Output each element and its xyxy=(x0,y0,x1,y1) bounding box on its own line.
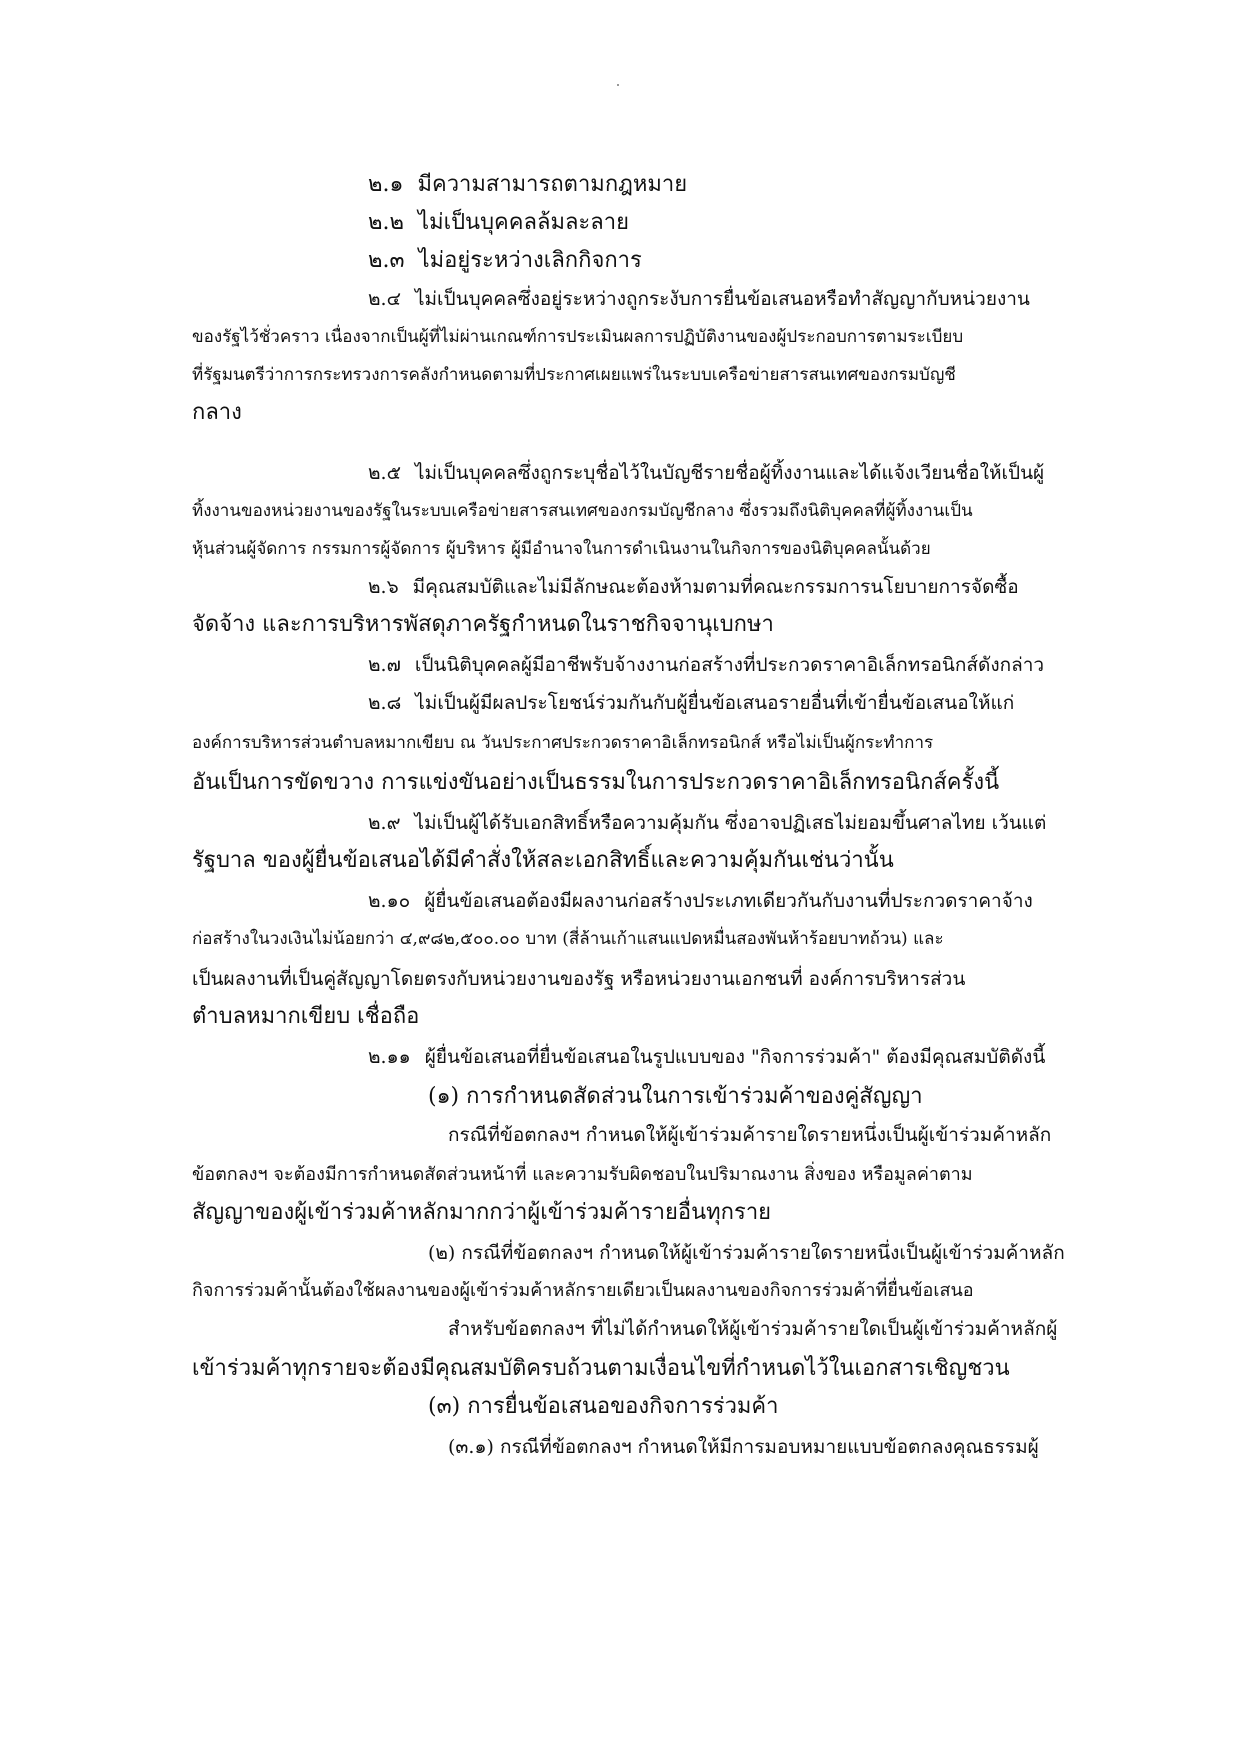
item-2-4-cont-1: ของรัฐไว้ชั่วคราว เนื่องจากเป็นผู้ที่ไม่ผ่านเกณฑ์การประเมินผลการปฏิบัติงานของผู้ประกอบการตามระเบียบ xyxy=(192,327,964,347)
item-2-6-cont: จัดจ้าง และการบริหารพัสดุภาครัฐกำหนดในราชกิจจานุเบกษา xyxy=(192,612,774,637)
item-2-5: ๒.๕ ไม่เป็นบุคคลซึ่งถูกระบุชื่อไว้ในบัญชีรายชื่อผู้ทิ้งงานและได้แจ้งเวียนชื่อให้เป็นผู้ xyxy=(368,462,1045,484)
item-2-11-1: (๑) การกำหนดสัดส่วนในการเข้าร่วมค้าของคู่สัญญา xyxy=(428,1084,923,1109)
item-2-1: ๒.๑ มีความสามารถตามกฎหมาย xyxy=(368,172,688,197)
item-2-6: ๒.๖ มีคุณสมบัติและไม่มีลักษณะต้องห้ามตามที่คณะกรรมการนโยบายการจัดซื้อ xyxy=(368,576,1019,598)
item-2-9: ๒.๙ ไม่เป็นผู้ได้รับเอกสิทธิ์หรือความคุ้มกัน ซึ่งอาจปฏิเสธไม่ยอมขึ้นศาลไทย เว้นแต่ xyxy=(368,812,1047,834)
item-2-8: ๒.๘ ไม่เป็นผู้มีผลประโยชน์ร่วมกันกับผู้ยื่นข้อเสนอรายอื่นที่เข้ายื่นข้อเสนอให้แก่ xyxy=(368,692,1015,714)
item-2-4: ๒.๔ ไม่เป็นบุคคลซึ่งอยู่ระหว่างถูกระงับการยื่นข้อเสนอหรือทำสัญญากับหน่วยงาน xyxy=(368,288,1030,310)
item-2-11-1-para: กรณีที่ข้อตกลงฯ กำหนดให้ผู้เข้าร่วมค้ารายใดรายหนึ่งเป็นผู้เข้าร่วมค้าหลัก xyxy=(448,1124,1052,1146)
item-2-7: ๒.๗ เป็นนิติบุคคลผู้มีอาชีพรับจ้างงานก่อสร้างที่ประกวดราคาอิเล็กทรอนิกส์ดังกล่าว xyxy=(368,654,1045,676)
item-2-10-cont-1: ก่อสร้างในวงเงินไม่น้อยกว่า ๔,๙๘๒,๕๐๐.๐๐ บาท (สี่ล้านเก้าแสนแปดหมื่นสองพันห้าร้อยบาทถ้วน) และ xyxy=(192,929,944,949)
item-2-3: ๒.๓ ไม่อยู่ระหว่างเลิกกิจการ xyxy=(368,248,642,273)
item-2-4-cont-2: ที่รัฐมนตรีว่าการกระทรวงการคลังกำหนดตามที่ประกาศเผยแพร่ในระบบเครือข่ายสารสนเทศของกรมบัญชี xyxy=(192,365,956,385)
item-2-10-cont-2: เป็นผลงานที่เป็นคู่สัญญาโดยตรงกับหน่วยงานของรัฐ หรือหน่วยงานเอกชนที่ องค์การบริหารส่วน xyxy=(192,968,966,990)
item-2-11-2-para: สำหรับข้อตกลงฯ ที่ไม่ได้กำหนดให้ผู้เข้าร่วมค้ารายใดเป็นผู้เข้าร่วมค้าหลักผู้ xyxy=(448,1318,1058,1340)
item-2-9-cont: รัฐบาล ของผู้ยื่นข้อเสนอได้มีคำสั่งให้สละเอกสิทธิ์และความคุ้มกันเช่นว่านั้น xyxy=(192,848,894,873)
scan-speck xyxy=(617,84,619,86)
item-2-10-cont-3: ตำบลหมากเขียบ เชื่อถือ xyxy=(192,1004,420,1029)
item-2-11-3-1: (๓.๑) กรณีที่ข้อตกลงฯ กำหนดให้มีการมอบหมายแบบข้อตกลงคุณธรรมผู้ xyxy=(448,1436,1039,1458)
item-2-11-2-para-cont: เข้าร่วมค้าทุกรายจะต้องมีคุณสมบัติครบถ้วนตามเงื่อนไขที่กำหนดไว้ในเอกสารเชิญชวน xyxy=(192,1356,1010,1381)
item-2-11: ๒.๑๑ ผู้ยื่นข้อเสนอที่ยื่นข้อเสนอในรูปแบบของ "กิจการร่วมค้า" ต้องมีคุณสมบัติดังนี้ xyxy=(368,1046,1046,1068)
item-2-5-cont-1: ทิ้งงานของหน่วยงานของรัฐในระบบเครือข่ายสารสนเทศของกรมบัญชีกลาง ซึ่งรวมถึงนิติบุคคลที่ผู้ทิ้งงานเป็น xyxy=(192,501,973,521)
item-2-2: ๒.๒ ไม่เป็นบุคคลล้มละลาย xyxy=(368,210,629,235)
item-2-4-cont-3: กลาง xyxy=(192,400,242,425)
item-2-11-2: (๒) กรณีที่ข้อตกลงฯ กำหนดให้ผู้เข้าร่วมค้ารายใดรายหนึ่งเป็นผู้เข้าร่วมค้าหลัก xyxy=(428,1242,1065,1264)
item-2-11-1-cont-1: ข้อตกลงฯ จะต้องมีการกำหนดสัดส่วนหน้าที่ และความรับผิดชอบในปริมาณงาน สิ่งของ หรือมูลค่าตาม xyxy=(192,1164,973,1185)
item-2-5-cont-2: หุ้นส่วนผู้จัดการ กรรมการผู้จัดการ ผู้บริหาร ผู้มีอำนาจในการดำเนินงานในกิจการของนิติบุคคลนั้นด้วย xyxy=(192,539,931,559)
item-2-8-cont-1: องค์การบริหารส่วนตำบลหมากเขียบ ณ วันประกาศประกวดราคาอิเล็กทรอนิกส์ หรือไม่เป็นผู้กระทำการ xyxy=(192,733,934,753)
item-2-11-3: (๓) การยื่นข้อเสนอของกิจการร่วมค้า xyxy=(428,1394,779,1419)
item-2-11-1-cont-2: สัญญาของผู้เข้าร่วมค้าหลักมากกว่าผู้เข้าร่วมค้ารายอื่นทุกราย xyxy=(192,1200,772,1225)
item-2-8-cont-2: อันเป็นการขัดขวาง การแข่งขันอย่างเป็นธรรมในการประกวดราคาอิเล็กทรอนิกส์ครั้งนี้ xyxy=(192,770,1000,795)
item-2-11-2-cont: กิจการร่วมค้านั้นต้องใช้ผลงานของผู้เข้าร่วมค้าหลักรายเดียวเป็นผลงานของกิจการร่วมค้าที่ยื่นข้อเสนอ xyxy=(192,1280,974,1301)
item-2-10: ๒.๑๐ ผู้ยื่นข้อเสนอต้องมีผลงานก่อสร้างประเภทเดียวกันกับงานที่ประกวดราคาจ้าง xyxy=(368,890,1033,912)
